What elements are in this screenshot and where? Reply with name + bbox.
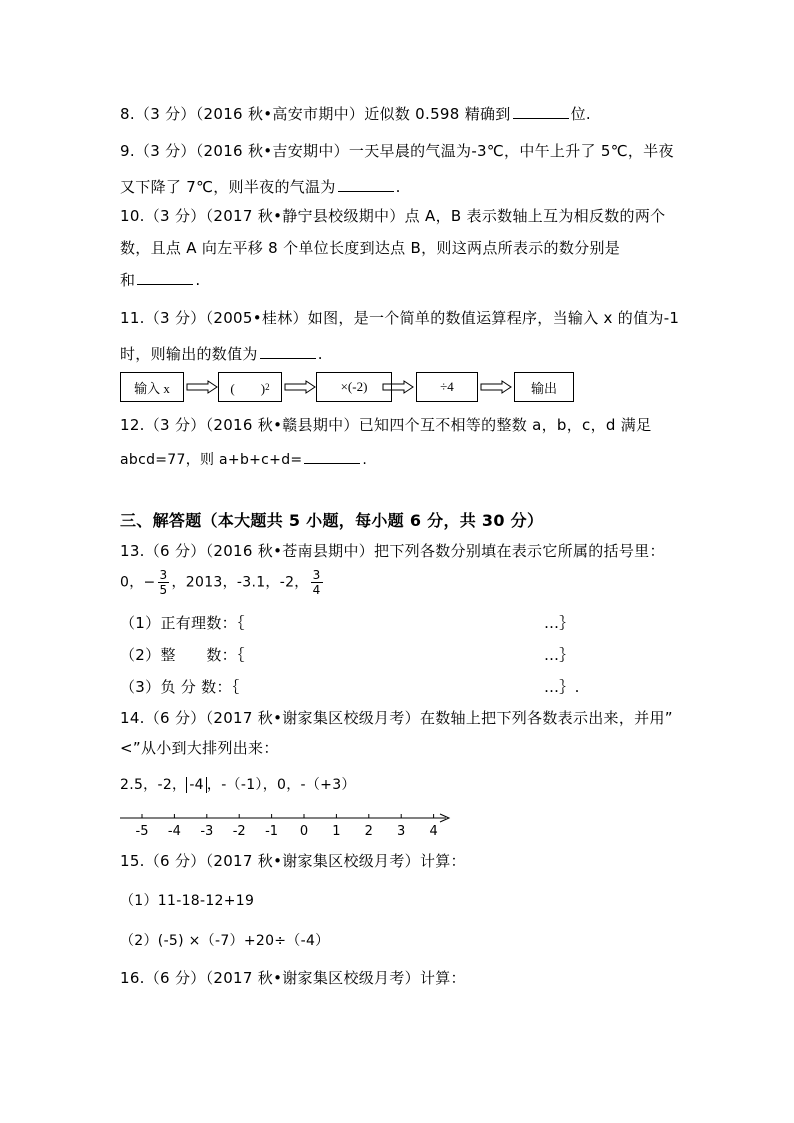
flow-arrow-1-icon: [186, 380, 218, 394]
section-3-title: 三、解答题（本大题共 5 小题，每小题 6 分，共 30 分）: [120, 511, 544, 530]
number-line-tick-label: 3: [397, 824, 406, 839]
question-14-numbers: 2.5，-2， -4 ，-（-1），0，-（+3）: [120, 777, 356, 793]
number-line-tick-label: -3: [200, 824, 214, 839]
question-8: [120, 102, 591, 124]
flow-arrow-3-icon: [382, 380, 414, 394]
flow-box-output: 输出: [514, 372, 574, 402]
flow-arrow-4-icon: [480, 380, 512, 394]
q9-text: 又下降了 7℃，则半夜的气温为: [120, 178, 336, 196]
q15-sub-1: （1）11-18-12+19: [120, 893, 255, 909]
flow-box-divide: ÷4: [416, 372, 478, 402]
number-line-tick-label: -4: [167, 824, 181, 839]
question-14-line1: 14.（6 分）（2017 秋•谢家集区校级月考）在数轴上把下列各数表示出来，并用”: [120, 709, 673, 727]
q8-answer-blank[interactable]: [513, 102, 569, 119]
number-line-tick-label: 4: [429, 824, 438, 839]
q10-answer-blank[interactable]: [137, 268, 193, 285]
flow-box-input: 输入 x: [120, 372, 184, 402]
q11-after: .: [317, 345, 323, 363]
question-10-line2: 数，且点 A 向左平移 8 个单位长度到达点 B，则这两点所表示的数分别是: [120, 239, 621, 257]
q11-text: 时，则输出的数值为: [120, 345, 258, 363]
number-line-tick-label: -5: [135, 824, 149, 839]
flow-box-square-exponent: 2: [265, 382, 270, 392]
abs-value: -4: [186, 777, 207, 793]
number-line: [118, 806, 454, 840]
question-11-line1: 11.（3 分）（2005•桂林）如图，是一个简单的数值运算程序，当输入 x 的值为-1: [120, 309, 680, 327]
q8-text: 8.（3 分）（2016 秋•高安市期中）近似数 0.598 精确到: [120, 105, 511, 123]
q15-sub-2: （2）(-5) ×（-7）+20÷（-4）: [120, 933, 330, 949]
q9-after: .: [395, 178, 401, 196]
number-line-tick-label: 0: [299, 824, 309, 839]
question-9-line1: 9.（3 分）（2016 秋•吉安期中）一天早晨的气温为-3℃，中午上升了 5℃，半夜: [120, 142, 674, 160]
q10-after: .: [195, 271, 201, 289]
question-13-line1: 13.（6 分）（2016 秋•苍南县期中）把下列各数分别填在表示它所属的括号里：: [120, 542, 665, 560]
flow-box-multiply: ×(-2): [316, 372, 392, 402]
q13-item-2: （2）整 数：｛ …｝: [120, 646, 575, 664]
flow-box-square: ( ) 2: [218, 372, 282, 402]
number-line-tick-label: 2: [364, 824, 373, 839]
fraction-3-4: $\frac{3}{4}$: [312, 568, 321, 597]
q12-answer-blank[interactable]: [304, 447, 360, 464]
flow-arrow-2-icon: [284, 380, 316, 394]
flowchart: [120, 372, 580, 406]
q9-answer-blank[interactable]: [338, 175, 394, 192]
question-15-line1: 15.（6 分）（2017 秋•谢家集区校级月考）计算：: [120, 852, 466, 870]
question-10-line1: 10.（3 分）（2017 秋•静宁县校级期中）点 A，B 表示数轴上互为相反数的两个: [120, 207, 666, 225]
question-9-line2: [120, 175, 401, 197]
q10-text: 和: [120, 271, 136, 289]
number-line-tick-label: -2: [232, 824, 246, 839]
question-11-line2: [120, 342, 323, 364]
q13-item-1: （1）正有理数：｛ …｝: [120, 614, 575, 632]
q12-text: abcd=77，则 a+b+c+d=: [120, 452, 303, 468]
question-16-line1: 16.（6 分）（2017 秋•谢家集区校级月考）计算：: [120, 969, 466, 987]
number-line-tick-label: 1: [332, 824, 341, 839]
q13-item-3: （3）负 分 数：｛ …｝.: [120, 678, 580, 696]
q12-after: .: [362, 452, 368, 468]
question-10-line3: [120, 268, 200, 290]
q11-answer-blank[interactable]: [260, 342, 316, 359]
number-line-tick-label: -1: [265, 824, 279, 839]
fraction-neg-3-5: $\frac{3}{5}$: [159, 568, 168, 597]
q8-after: 位.: [570, 105, 591, 123]
question-13-numbers: 0，− $\frac{3}{5}$ ，2013，-3.1，-2， $\frac{3}{4}$: [120, 568, 321, 597]
question-14-line2: <”从小到大排列出来：: [120, 739, 279, 757]
question-12-line2: [120, 447, 367, 469]
question-12-line1: 12.（3 分）（2016 秋•赣县期中）已知四个互不相等的整数 a，b，c，d 满足: [120, 416, 652, 434]
